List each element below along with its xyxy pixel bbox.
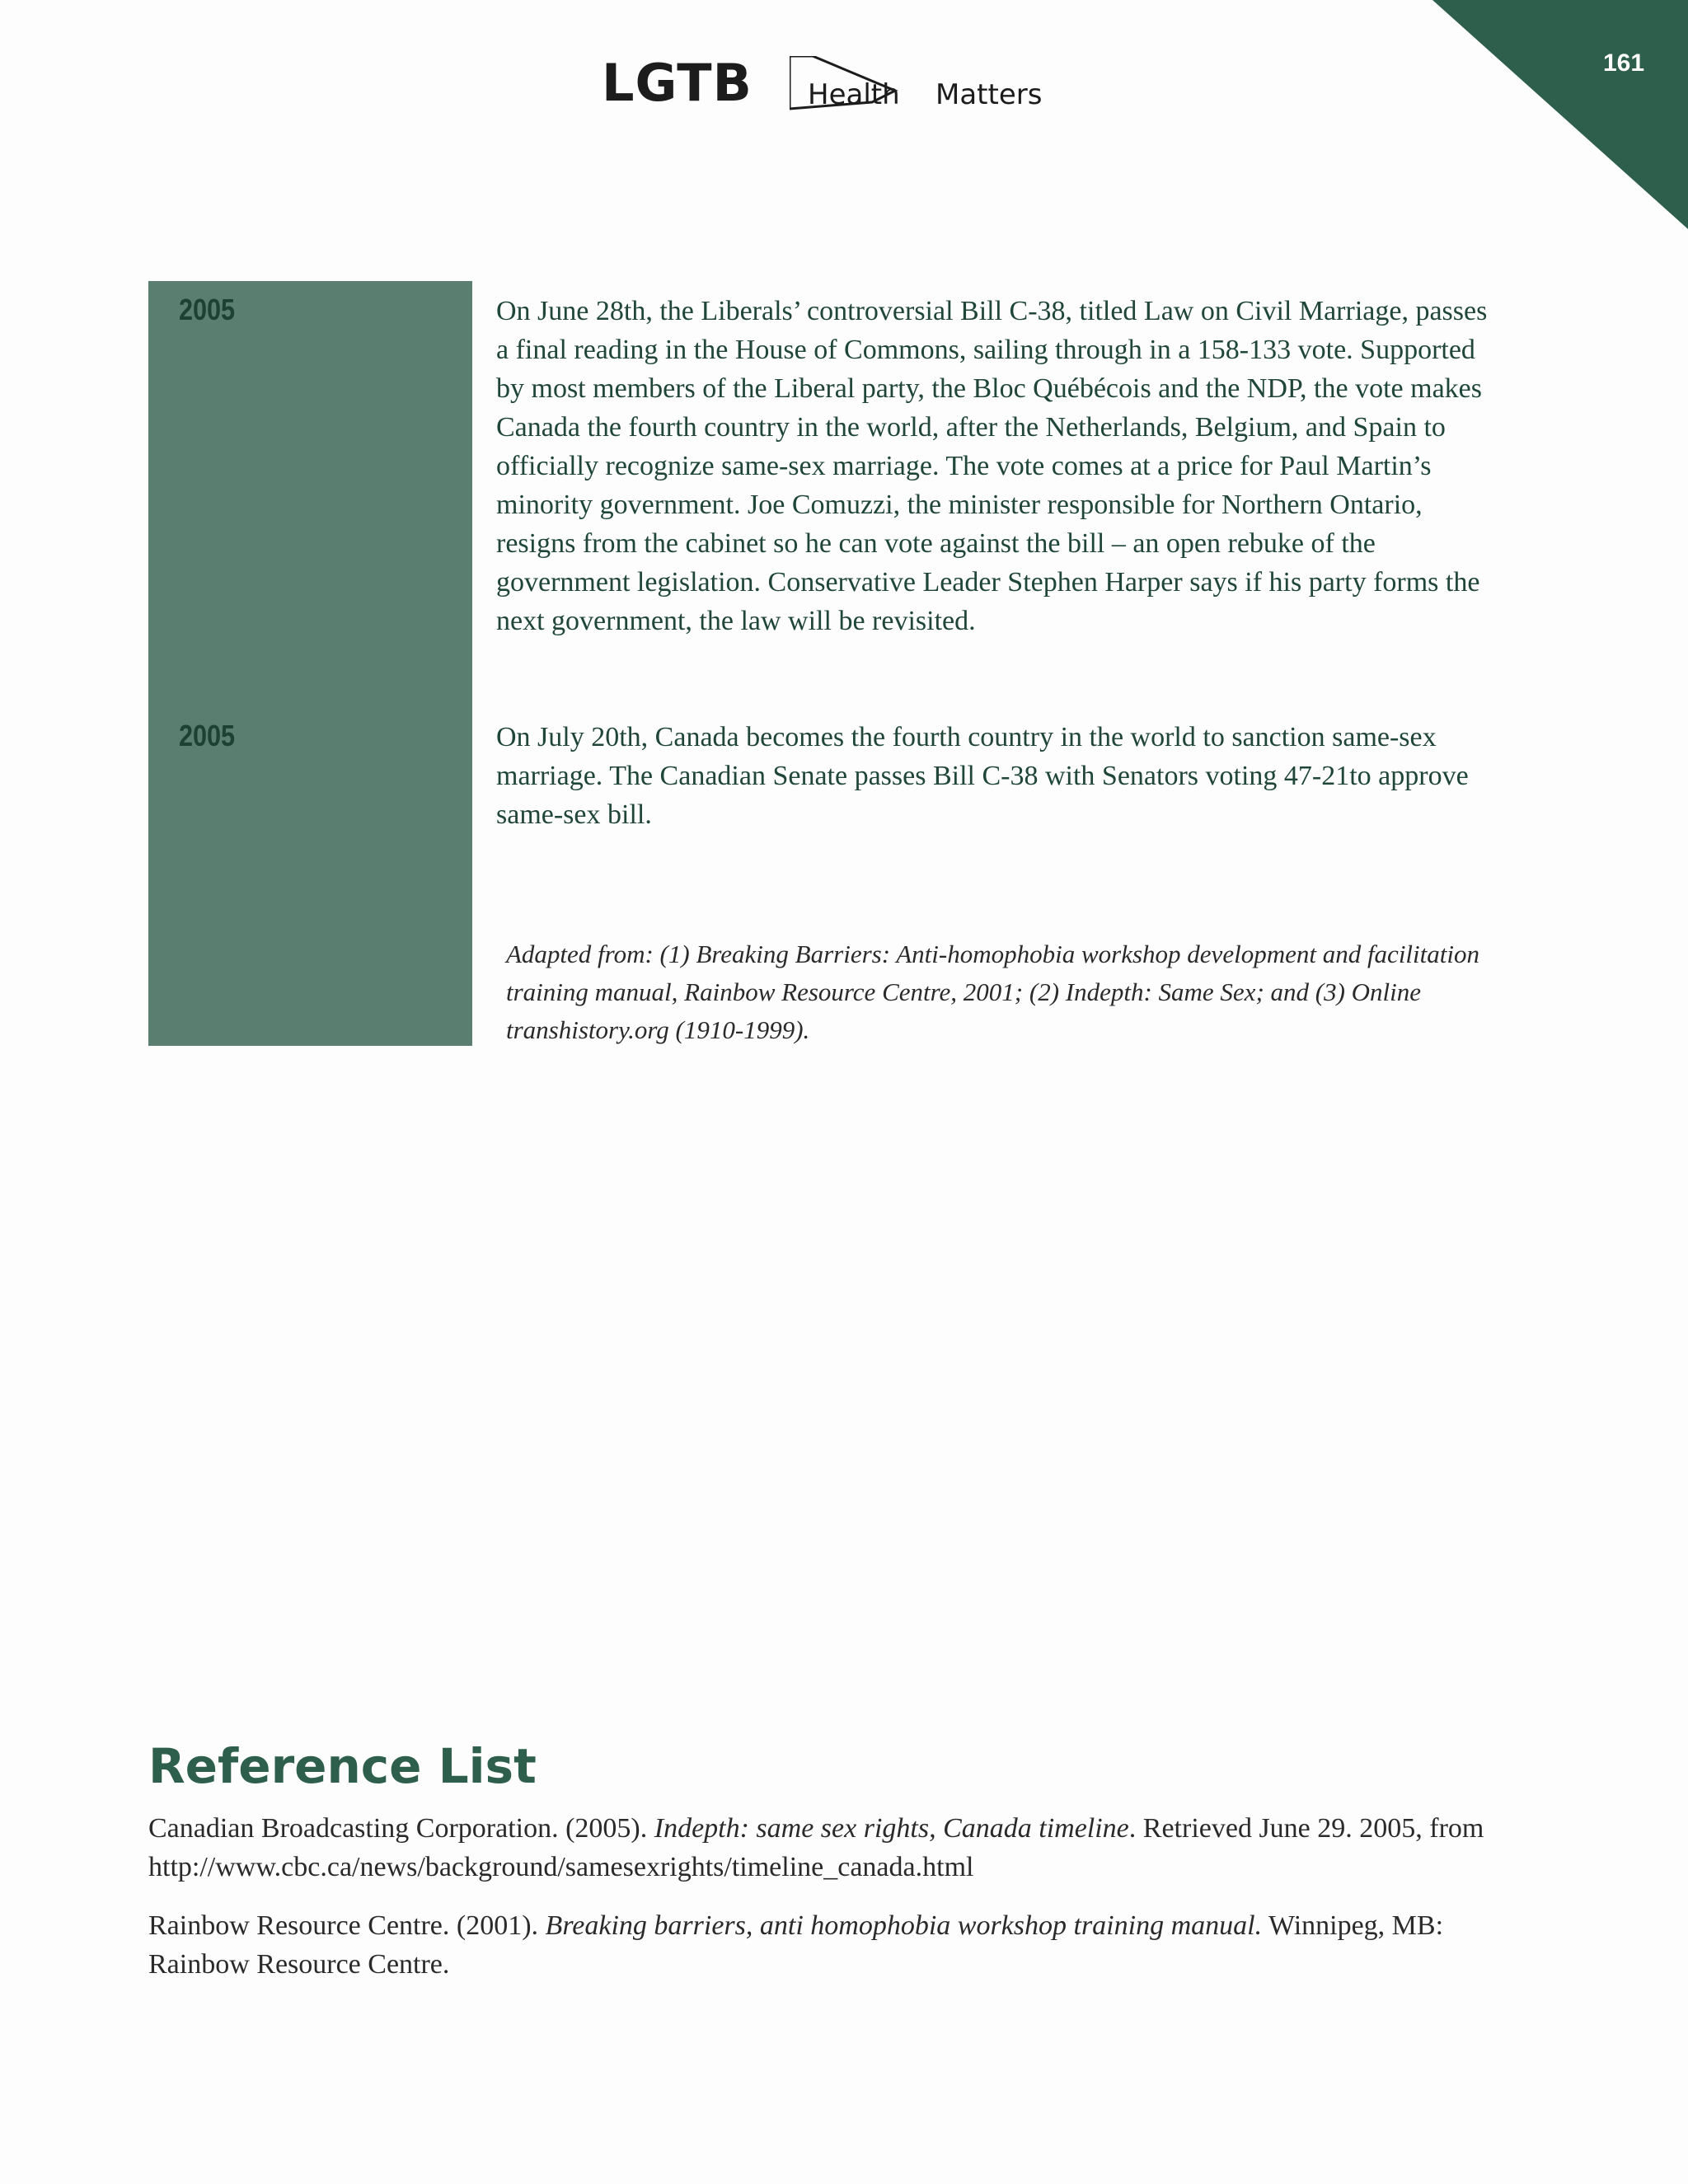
reference-title: Breaking barriers, anti homophobia workshop training manual. <box>545 1910 1263 1941</box>
logo-lgtb-text: LGTB <box>602 53 753 113</box>
reference-item <box>148 1809 1500 1886</box>
timeline-year: 2005 <box>179 293 236 326</box>
timeline-entry-text: On July 20th, Canada becomes the fourth country in the world to sanction same-sex marriage. The Canadian Senate passes Bill C-38 with Senators voting 47-21to approve same-sex bill. <box>496 722 1469 830</box>
year-column <box>148 281 472 1046</box>
logo-health-text: Health <box>808 78 900 111</box>
adapted-from-note: Adapted from: (1) Breaking Barriers: Anti-homophobia workshop development and facilitation training manual, Rainbow Resource Centre, 2001; (2) Indepth: Same Sex; and (3) Online transhistory.org (1910-1999). <box>506 940 1479 1044</box>
timeline-entry-text: On June 28th, the Liberals’ controversial Bill C-38, titled Law on Civil Marriage, passes a final reading in the House of Commons, sailing through in a 158-133 vote. Supported by most members of the Liberal party, the Bloc Québécois and the NDP, the vote makes Canada the fourth country in the world, after the Netherlands, Belgium, and Spain to officially recognize same-sex marriage. The vote comes at a price for Paul Martin’s minority government. Joe Comuzzi, the minister responsible for Northern Ontario, resigns from the cabinet so he can vote against the bill – an open rebuke of the government legislation. Conservative Leader Stephen Harper says if his party forms the next government, the law will be revisited. <box>496 296 1488 636</box>
timeline-year: 2005 <box>179 719 236 752</box>
reference-details: . Retrieved June 29. 2005, from http://www.cbc.ca/news/background/samesexrights/timeline_canada.html <box>148 1813 1484 1882</box>
reference-authors: Rainbow Resource Centre. (2001). <box>148 1910 546 1941</box>
reference-details: Winnipeg, MB: Rainbow Resource Centre. <box>148 1910 1444 1980</box>
header-logo <box>602 53 1096 130</box>
reference-title: Indepth: same sex rights, Canada timeline <box>654 1813 1129 1844</box>
reference-authors: Canadian Broadcasting Corporation. (2005). <box>148 1813 654 1844</box>
corner-triangle <box>1432 0 1688 229</box>
logo-matters-text: Matters <box>935 78 1043 111</box>
page-number: 161 <box>1602 49 1645 77</box>
reference-list-heading: Reference List <box>148 1738 537 1794</box>
reference-item <box>148 1906 1500 1984</box>
